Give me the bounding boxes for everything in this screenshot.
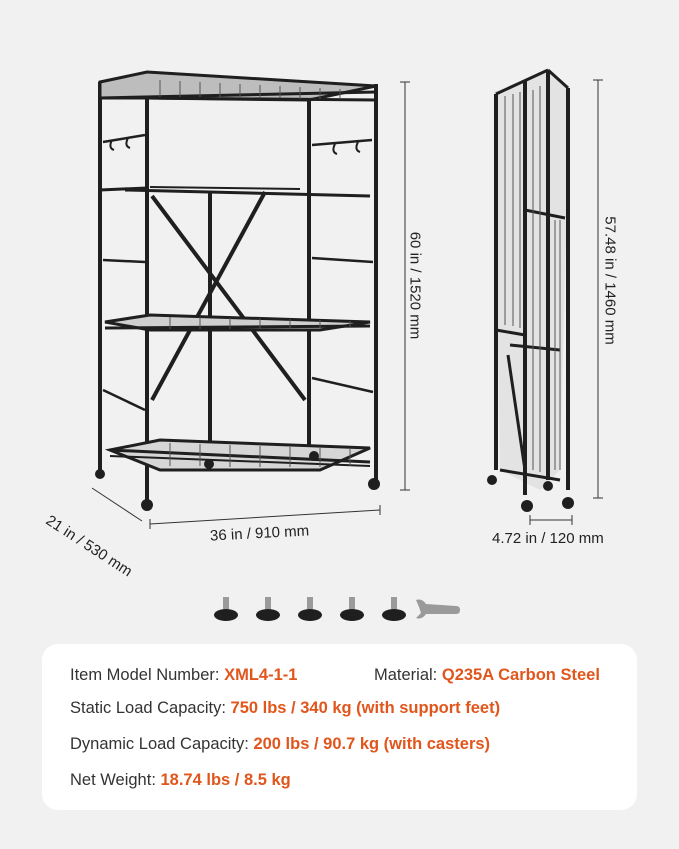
- spec-card: [42, 644, 637, 810]
- static-load-label: Static Load Capacity:: [70, 699, 226, 717]
- assembled-shelf-illustration: [60, 60, 410, 530]
- wrench-icon: [412, 596, 464, 620]
- material-row: [374, 666, 600, 685]
- static-load-value: 750 lbs / 340 kg (with support feet): [230, 699, 501, 717]
- folded-depth-label: 4.72 in / 120 mm: [492, 530, 604, 547]
- leveling-foot-icon: [294, 593, 326, 625]
- accessories-row: [205, 588, 465, 628]
- net-weight-row: [70, 771, 291, 790]
- model-label: Item Model Number:: [70, 666, 220, 684]
- net-weight-label: Net Weight:: [70, 771, 156, 789]
- folded-height-label: 57.48 in / 1460 mm: [601, 216, 619, 345]
- net-weight-value: 18.74 lbs / 8.5 kg: [160, 771, 291, 789]
- static-load-row: [70, 699, 500, 718]
- assembled-depth-label: 21 in / 530 mm: [42, 512, 136, 581]
- model-row: [70, 666, 297, 685]
- leveling-foot-icon: [336, 593, 368, 625]
- assembled-height-label: 60 in / 1520 mm: [406, 231, 424, 340]
- dynamic-load-value: 200 lbs / 90.7 kg (with casters): [253, 735, 491, 753]
- assembled-width-label: 36 in / 910 mm: [209, 522, 310, 545]
- leveling-foot-icon: [252, 593, 284, 625]
- leveling-foot-icon: [210, 593, 242, 625]
- model-value: XML4-1-1: [224, 666, 298, 684]
- dynamic-load-row: [70, 735, 490, 754]
- dynamic-load-label: Dynamic Load Capacity:: [70, 735, 249, 753]
- material-label: Material:: [374, 666, 438, 684]
- material-value: Q235A Carbon Steel: [441, 666, 600, 684]
- leveling-foot-icon: [378, 593, 410, 625]
